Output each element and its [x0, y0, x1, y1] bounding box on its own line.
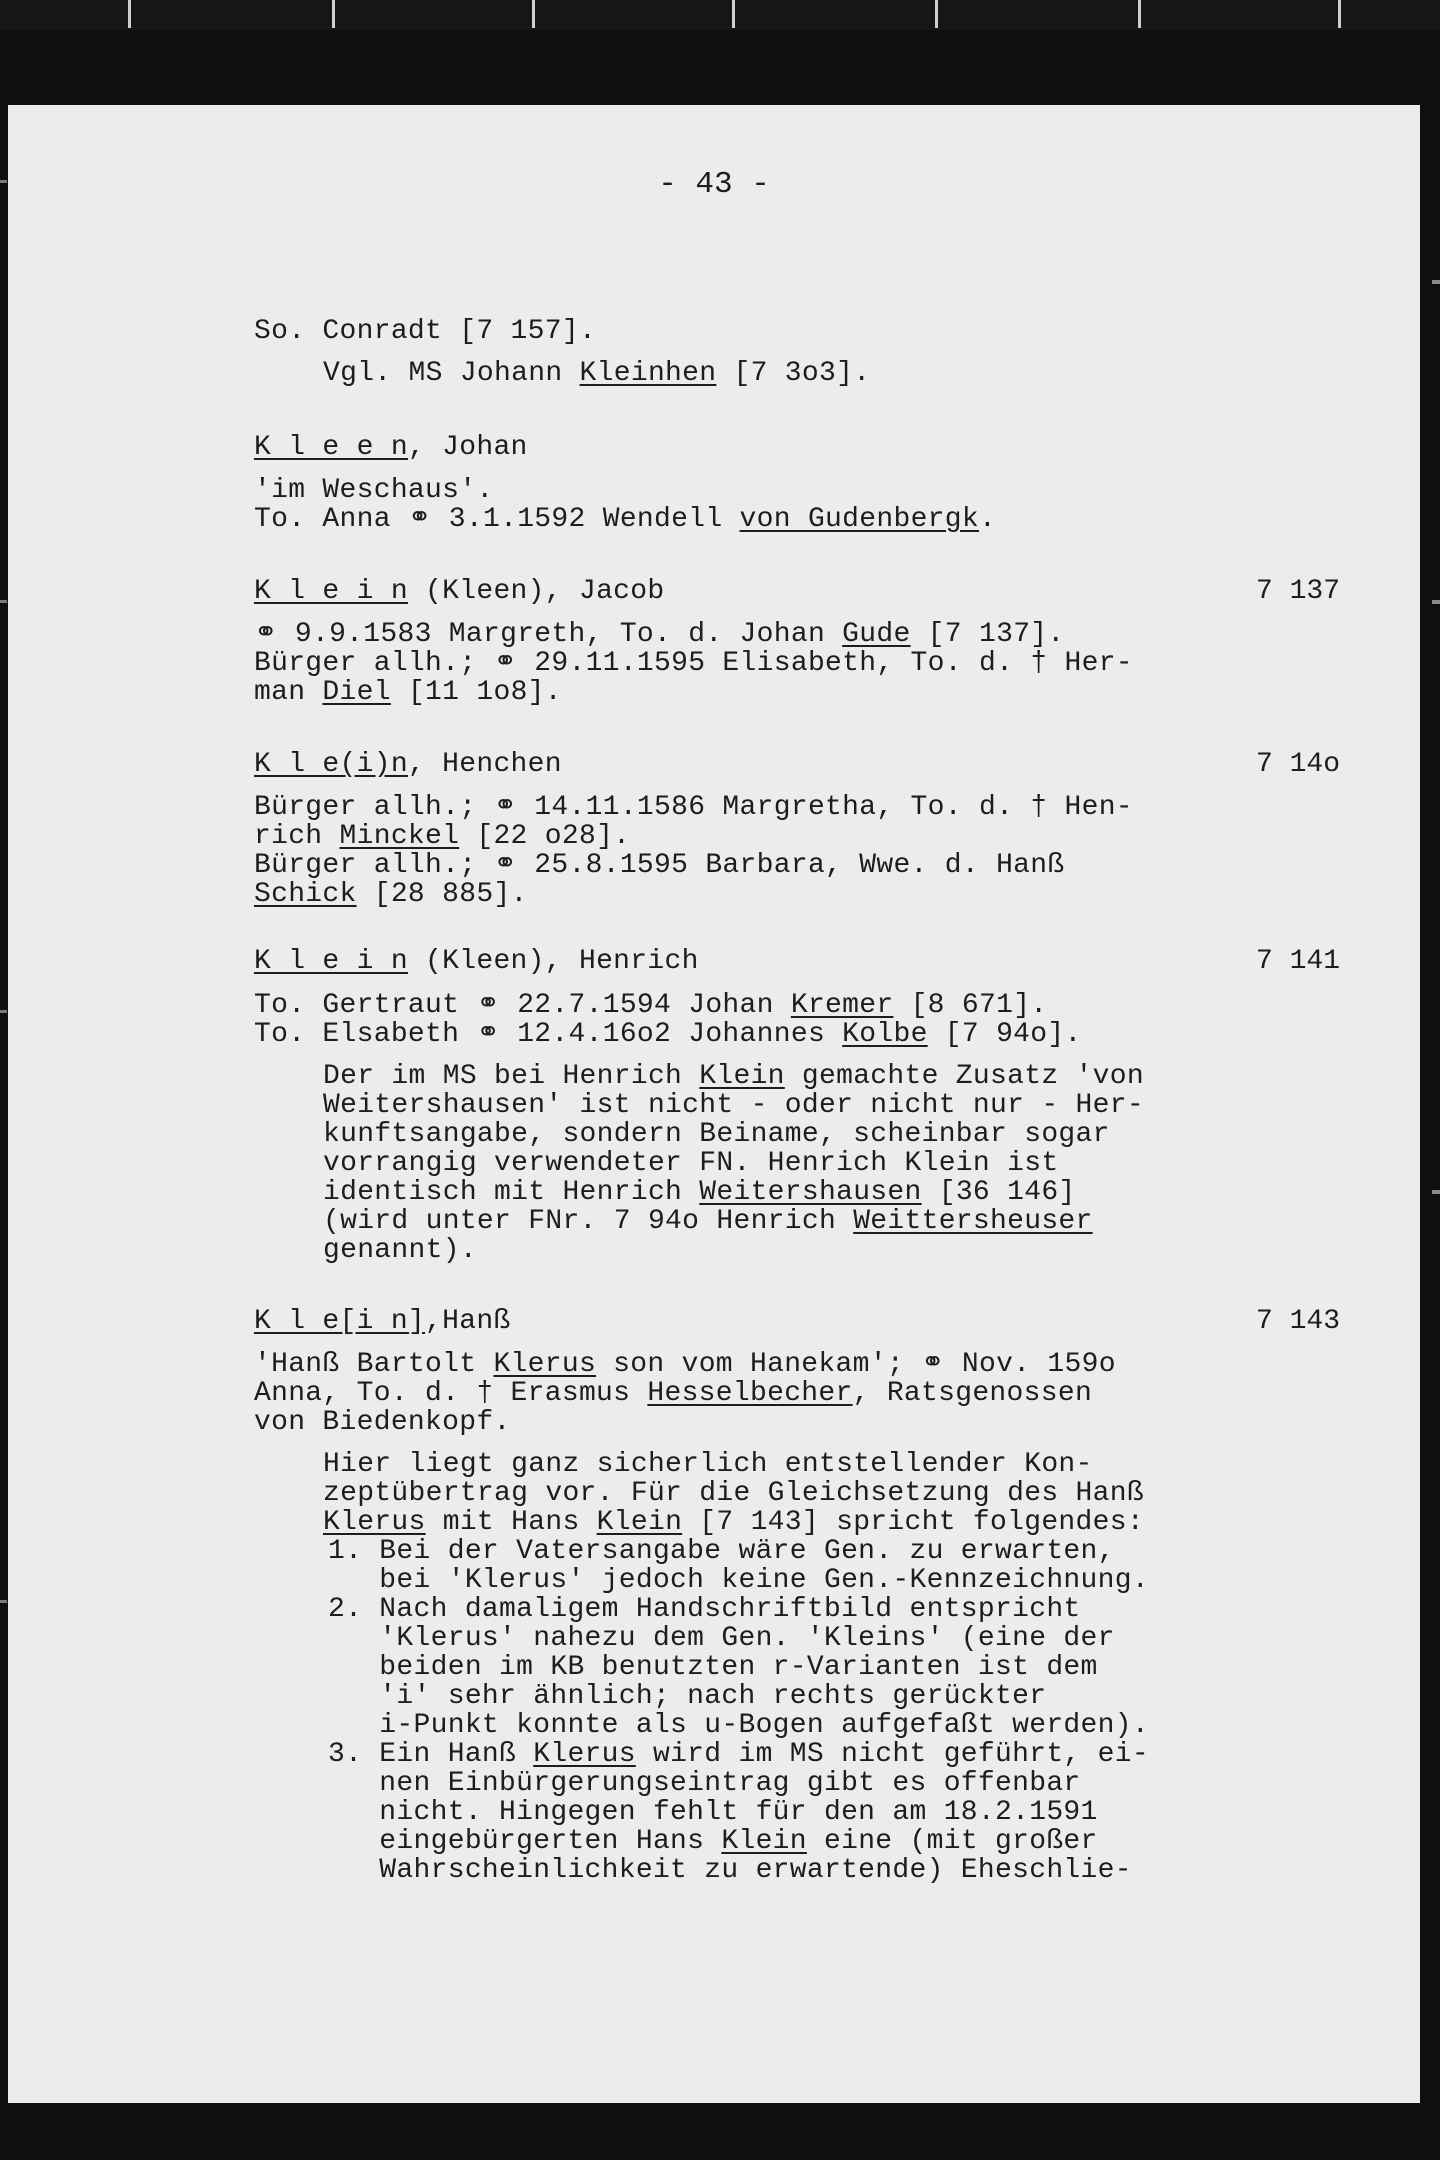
- note-line: genannt).: [323, 1235, 477, 1266]
- note-line: identisch mit Henrich Weitershausen [36 146]: [323, 1177, 1076, 1208]
- family-number: 7 14o: [1256, 749, 1341, 780]
- entry-heading: K l e i n (Kleen), Jacob: [254, 576, 665, 607]
- text-line: Bürger allh.; ⚭ 25.8.1595 Barbara, Wwe. d. Hanß: [254, 850, 1065, 881]
- text-line: So. Conradt [7 157].: [254, 316, 597, 347]
- text-line: Bürger allh.; ⚭ 29.11.1595 Elisabeth, To. d. † Her-: [254, 648, 1133, 679]
- text-line: von Biedenkopf.: [254, 1407, 511, 1438]
- text-line: Schick [28 885].: [254, 879, 528, 910]
- entry-heading: K l e e n, Johan: [254, 432, 528, 463]
- list-item-line: 1. Bei der Vatersangabe wäre Gen. zu erwarten,: [328, 1536, 1115, 1567]
- ruler-tick: [935, 0, 938, 28]
- entry-heading: K l e(i)n, Henchen: [254, 749, 562, 780]
- document-page: [8, 105, 1420, 2103]
- family-number: 7 141: [1256, 946, 1341, 977]
- page-number: - 43 -: [658, 167, 770, 202]
- family-number: 7 143: [1256, 1306, 1341, 1337]
- scan-edge-tick: [0, 600, 7, 603]
- family-number: 7 137: [1256, 576, 1341, 607]
- list-item-line: bei 'Klerus' jedoch keine Gen.-Kennzeichnung.: [328, 1565, 1149, 1596]
- scan-edge-tick: [0, 180, 7, 183]
- note-line: zeptübertrag vor. Für die Gleichsetzung des Hanß: [323, 1478, 1144, 1509]
- text-line: To. Anna ⚭ 3.1.1592 Wendell von Gudenbergk.: [254, 504, 997, 535]
- note-line: Weitershausen' ist nicht - oder nicht nur - Her-: [323, 1090, 1144, 1121]
- text-line: 'im Weschaus'.: [254, 475, 494, 506]
- text-line: Anna, To. d. † Erasmus Hesselbecher, Ratsgenossen: [254, 1378, 1093, 1409]
- scan-edge-tick: [1432, 280, 1440, 284]
- list-item-line: 'i' sehr ähnlich; nach rechts gerückter: [328, 1681, 1047, 1712]
- text-line: ⚭ 9.9.1583 Margreth, To. d. Johan Gude [7 137].: [254, 619, 1065, 650]
- ruler-tick: [332, 0, 335, 28]
- ruler-tick: [128, 0, 131, 28]
- list-item-line: beiden im KB benutzten r-Varianten ist dem: [328, 1652, 1098, 1683]
- scan-edge-tick: [0, 1600, 7, 1603]
- list-item-line: nicht. Hingegen fehlt für den am 18.2.1591: [328, 1797, 1098, 1828]
- note-line: (wird unter FNr. 7 94o Henrich Weittersheuser: [323, 1206, 1093, 1237]
- entry-heading: K l e[i n],Hanß: [254, 1306, 511, 1337]
- list-item-line: eingebürgerten Hans Klein eine (mit großer: [328, 1826, 1098, 1857]
- note-line: kunftsangabe, sondern Beiname, scheinbar sogar: [323, 1119, 1110, 1150]
- list-item-line: i-Punkt konnte als u-Bogen aufgefaßt werden).: [328, 1710, 1149, 1741]
- scan-edge-tick: [1432, 600, 1440, 604]
- scan-edge-tick: [0, 1010, 7, 1013]
- text-line: Vgl. MS Johann Kleinhen [7 3o3].: [323, 358, 871, 389]
- list-item-line: 2. Nach damaligem Handschriftbild entspricht: [328, 1594, 1081, 1625]
- text-line: To. Elsabeth ⚭ 12.4.16o2 Johannes Kolbe [7 94o].: [254, 1019, 1082, 1050]
- ruler-tick: [732, 0, 735, 28]
- text-line: man Diel [11 1o8].: [254, 677, 562, 708]
- note-line: Hier liegt ganz sicherlich entstellender Kon-: [323, 1449, 1093, 1480]
- text-line: Bürger allh.; ⚭ 14.11.1586 Margretha, To. d. † Hen-: [254, 792, 1133, 823]
- list-item-line: Wahrscheinlichkeit zu erwartende) Eheschlie-: [328, 1855, 1132, 1886]
- note-line: Der im MS bei Henrich Klein gemachte Zusatz 'von: [323, 1061, 1144, 1092]
- entry-heading: K l e i n (Kleen), Henrich: [254, 946, 699, 977]
- text-line: 'Hanß Bartolt Klerus son vom Hanekam'; ⚭ Nov. 159o: [254, 1349, 1116, 1380]
- ruler-tick: [532, 0, 535, 28]
- text-line: To. Gertraut ⚭ 22.7.1594 Johan Kremer [8 671].: [254, 990, 1048, 1021]
- ruler-tick: [1338, 0, 1341, 28]
- note-line: Klerus mit Hans Klein [7 143] spricht folgendes:: [323, 1507, 1144, 1538]
- note-line: vorrangig verwendeter FN. Henrich Klein ist: [323, 1148, 1059, 1179]
- list-item-line: 'Klerus' nahezu dem Gen. 'Kleins' (eine der: [328, 1623, 1115, 1654]
- text-line: rich Minckel [22 o28].: [254, 821, 631, 852]
- ruler-tick: [1138, 0, 1141, 28]
- scan-edge-tick: [1432, 1190, 1440, 1194]
- list-item-line: 3. Ein Hanß Klerus wird im MS nicht geführt, ei-: [328, 1739, 1149, 1770]
- scan-border-top: [0, 0, 1440, 30]
- list-item-line: nen Einbürgerungseintrag gibt es offenbar: [328, 1768, 1081, 1799]
